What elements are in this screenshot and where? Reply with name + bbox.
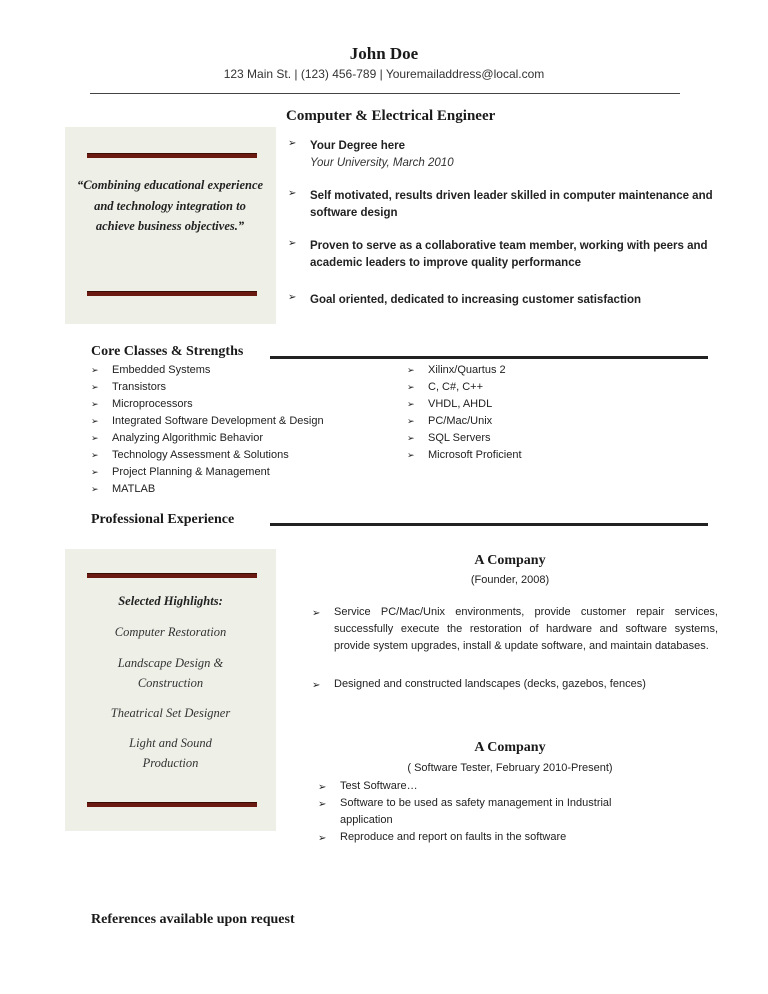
accent-bar bbox=[87, 573, 257, 578]
arrow-bullet-icon: ➢ bbox=[91, 399, 99, 409]
contact-line: 123 Main St. | (123) 456-789 | Youremailaddress@local.com bbox=[223, 67, 545, 81]
highlight-item: Light and Sound Production bbox=[129, 736, 212, 770]
degree: Your Degree here bbox=[310, 140, 406, 152]
highlight-item: Theatrical Set Designer bbox=[110, 706, 231, 720]
arrow-bullet-icon: ➢ bbox=[91, 382, 99, 392]
accent-bar bbox=[87, 153, 257, 158]
arrow-bullet-icon: ➢ bbox=[407, 450, 415, 460]
quote-panel bbox=[65, 127, 276, 324]
arrow-bullet-icon: ➢ bbox=[288, 292, 297, 303]
arrow-bullet-icon: ➢ bbox=[91, 467, 99, 477]
accent-bar bbox=[87, 291, 257, 296]
profile-bullet: Goal oriented, dedicated to increasing customer satisfaction bbox=[310, 294, 642, 306]
section-divider bbox=[270, 523, 708, 526]
arrow-bullet-icon: ➢ bbox=[407, 416, 415, 426]
arrow-bullet-icon: ➢ bbox=[312, 608, 321, 619]
arrow-bullet-icon: ➢ bbox=[407, 433, 415, 443]
references-note: References available upon request bbox=[91, 912, 295, 927]
job-role: (Founder, 2008) bbox=[470, 574, 550, 586]
company-name: A Company bbox=[474, 553, 546, 568]
arrow-bullet-icon: ➢ bbox=[318, 833, 327, 844]
profile-bullet: Proven to serve as a collaborative team member, working with peers and academic leaders to improve quality performance bbox=[310, 240, 708, 269]
profile-bullet: Self motivated, results driven leader skilled in computer maintenance and software design bbox=[310, 190, 713, 219]
highlights-heading: Selected Highlights: bbox=[118, 594, 223, 608]
arrow-bullet-icon: ➢ bbox=[91, 484, 99, 494]
arrow-bullet-icon: ➢ bbox=[91, 365, 99, 375]
company-name: A Company bbox=[474, 740, 546, 755]
section-title-experience: Professional Experience bbox=[91, 512, 235, 527]
mission-quote: “Combining educational experience and technology integration to achieve business objectives.” bbox=[76, 178, 264, 233]
candidate-name: John Doe bbox=[349, 44, 419, 63]
arrow-bullet-icon: ➢ bbox=[91, 416, 99, 426]
arrow-bullet-icon: ➢ bbox=[318, 782, 327, 793]
arrow-bullet-icon: ➢ bbox=[312, 680, 321, 691]
job-bullets: ➢ Test Software… ➢ Software to be used as safety management in Industrial application ➢ Reproduce and report on faults in the software bbox=[318, 778, 658, 848]
core-list-right: ➢ Xilinx/Quartus 2 ➢ C, C#, C++ ➢ VHDL, AHDL ➢ PC/Mac/Unix ➢ SQL Servers ➢ Microsoft Proficient bbox=[407, 364, 522, 461]
core-list-left: ➢ Embedded Systems ➢ Transistors ➢ Microprocessors ➢ Integrated Software Development & Design ➢ Analyzing Algorithmic Behavior ➢ Technology Assessment & Solutions ➢ Project Planning & Management ➢ MATLAB bbox=[91, 364, 324, 495]
arrow-bullet-icon: ➢ bbox=[288, 188, 297, 199]
arrow-bullet-icon: ➢ bbox=[318, 799, 327, 810]
arrow-bullet-icon: ➢ bbox=[91, 433, 99, 443]
highlight-item: Computer Restoration bbox=[114, 625, 227, 639]
arrow-bullet-icon: ➢ bbox=[288, 238, 297, 249]
job-role: ( Software Tester, February 2010-Present) bbox=[407, 762, 613, 774]
section-divider bbox=[270, 356, 708, 359]
arrow-bullet-icon: ➢ bbox=[407, 399, 415, 409]
highlights-panel bbox=[65, 549, 276, 831]
job-bullets: ➢ Service PC/Mac/Unix environments, provide customer repair services, successfully execute the restoration of hardware and software systems, provide system upgrades, install & update software, and maintain databases. ➢ Designed and constructed landscapes (decks, gazebos, fences) bbox=[312, 604, 720, 700]
section-title-core: Core Classes & Strengths bbox=[91, 344, 244, 359]
arrow-bullet-icon: ➢ bbox=[407, 365, 415, 375]
job-title: Computer & Electrical Engineer bbox=[286, 108, 496, 124]
arrow-bullet-icon: ➢ bbox=[407, 382, 415, 392]
university: Your University, March 2010 bbox=[310, 157, 454, 169]
header-divider bbox=[90, 93, 680, 94]
arrow-bullet-icon: ➢ bbox=[288, 138, 297, 149]
highlight-item: Landscape Design & Construction bbox=[117, 656, 224, 690]
arrow-bullet-icon: ➢ bbox=[91, 450, 99, 460]
accent-bar bbox=[87, 802, 257, 807]
